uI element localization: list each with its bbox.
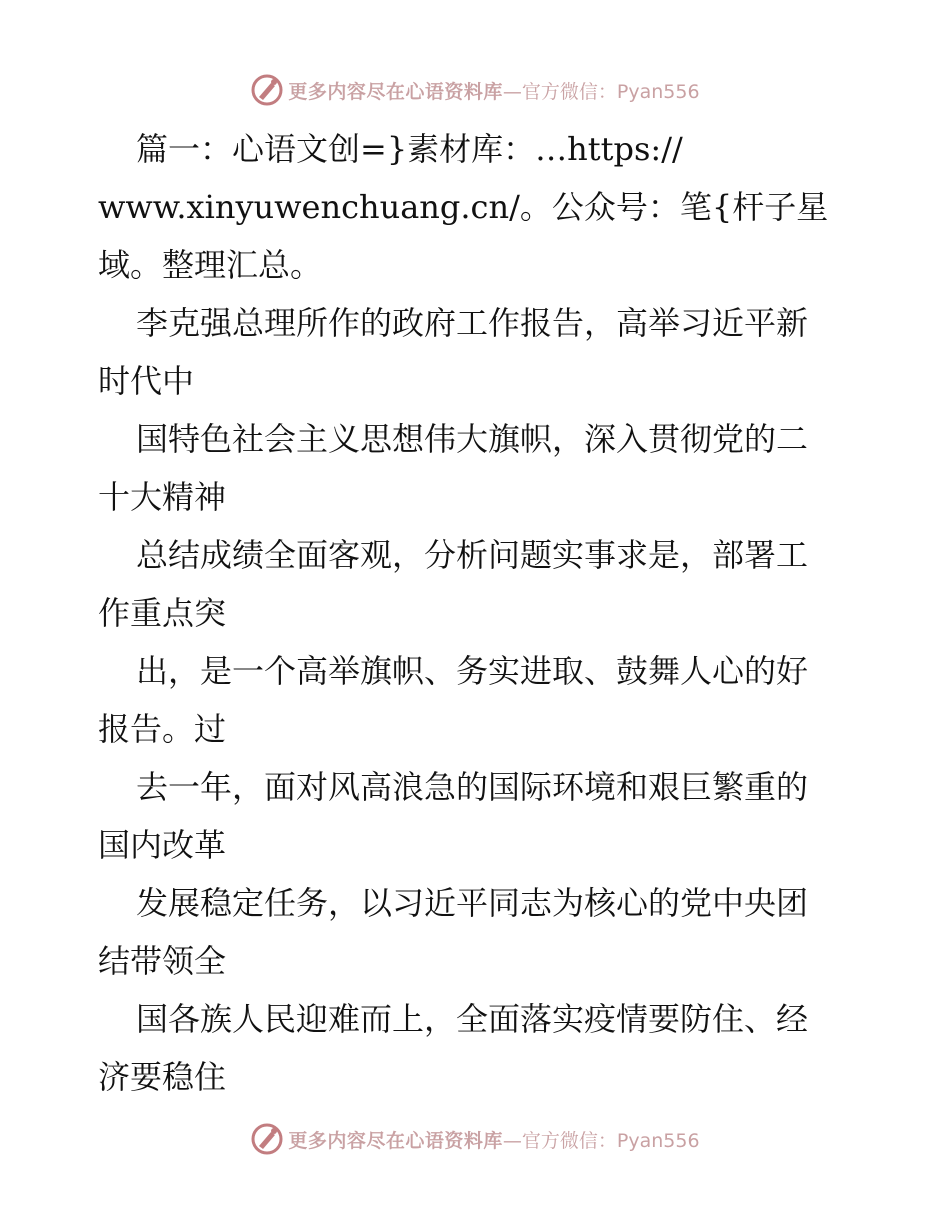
text-line: 域。整理汇总。: [98, 246, 323, 284]
paragraph: [98, 758, 858, 874]
text-line: 结带领全: [98, 942, 227, 980]
header-watermark: [0, 70, 950, 110]
paragraph: [98, 874, 858, 990]
watermark-text: 更多内容尽在心语资料库: [288, 1129, 503, 1152]
text-line: 济要稳住: [98, 1058, 227, 1096]
watermark-contact: —官方微信：Pyan556: [502, 80, 700, 103]
text-line: 出，是一个高举旗帜、务实进取、鼓舞人心的好: [136, 652, 809, 690]
text-line: 国各族人民迎难而上，全面落实疫情要防住、经: [136, 1000, 809, 1038]
watermark-text: 更多内容尽在心语资料库: [288, 80, 503, 103]
text-line: 发展稳定任务，以习近平同志为核心的党中央团: [136, 884, 809, 922]
seal-logo-icon: [250, 73, 284, 107]
document-body: [98, 120, 858, 1106]
text-line: 总结成绩全面客观，分析问题实事求是，部署工: [136, 536, 809, 574]
text-line: 作重点突: [98, 594, 227, 632]
footer-watermark: [0, 1119, 950, 1159]
paragraph: [98, 410, 858, 526]
watermark-contact: —官方微信：Pyan556: [502, 1129, 700, 1152]
paragraph: [98, 526, 858, 642]
text-line: 篇一：心语文创=}素材库：…https://: [136, 130, 683, 168]
paragraph: [98, 294, 858, 410]
text-line: 国内改革: [98, 826, 227, 864]
text-line: 国特色社会主义思想伟大旗帜，深入贯彻党的二: [136, 420, 809, 458]
text-line: www.xinyuwenchuang.cn/。公众号：笔{杆子星: [98, 188, 829, 226]
paragraph: [98, 120, 858, 294]
paragraph: [98, 990, 858, 1106]
text-line: 报告。过: [98, 710, 227, 748]
text-line: 李克强总理所作的政府工作报告，高举习近平新: [136, 304, 809, 342]
text-line: 时代中: [98, 362, 195, 400]
seal-logo-icon: [250, 1122, 284, 1156]
text-line: 十大精神: [98, 478, 227, 516]
text-line: 去一年，面对风高浪急的国际环境和艰巨繁重的: [136, 768, 809, 806]
paragraph: [98, 642, 858, 758]
